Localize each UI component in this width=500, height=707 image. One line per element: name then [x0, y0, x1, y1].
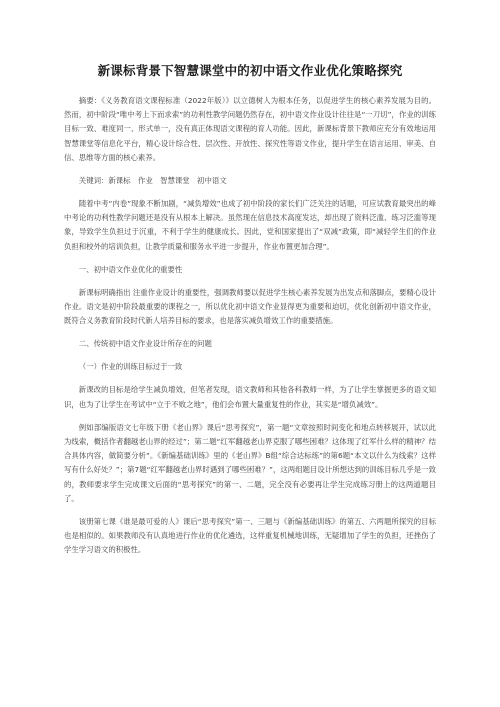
section-heading-1: 一、初中语文作业优化的重要性 — [78, 264, 183, 274]
abstract-paragraph: 摘要：《义务教育语文课程标准（2022年版）》以立德树人为根本任务，以促进学生的核心素养发展为目的。然而，初中阶段“唯中考上下而求索”的功利性教学问题仍然存在，初中语文作业设计往往是“一刀切”，作业的训练目标一致、难度同一、形式单一，没有真正体现语文课程的育人功能。因此，新课标背景下教师应充分有效地运用智慧课堂等信息化平台，精心设计综合性、层次性、开放性、探究性等语文作业，提升学生在语言运用、审美、自信、思维等方面的核心素养。 — [64, 96, 436, 162]
section-2-paragraph-1: 新课改的目标是给学生减负增效，但笔者发现，语文教师和其他各科教师一样，为了让学生掌握更多的语文知识，也为了让学生在考试中“立于不败之地”，他们会布置大量重复性的作业，其实是“增负减效”。 — [64, 385, 436, 409]
keywords-line: 关键词：新课标 作业 智慧课堂 初中语文 — [78, 176, 227, 186]
section-2-paragraph-3: 该册第七课《谁是最可爱的人》课后“思考探究”第一、三题与《新编基础训练》的第五、六两题所探究的目标也是相似的。如果教师没有认真地进行作业的优化遴选，这样重复机械地训练，无疑增加了学生的负担，还挫伤了学生学习语文的积极性。 — [64, 517, 436, 555]
section-2-paragraph-2: 例如部编版语文七年级下册《老山界》课后“思考探究”，第一题“文章按照时间变化和地点转移展开，试以此为线索，概括作者翻越老山界的经过”；第二题“红军翻越老山界克服了哪些困难？这体现了红军什么样的精神？结合具体内容，做简要分析”。《新编基础训练》里的《老山界》B组“综合达标练”的第6题“本文以什么为线索？这样写有什么好处？”；第7题“红军翻越老山界时遇到了哪些困难？”，这两组题目设计所想达到的训练目标几乎是一致的，教师要求学生完成课文后面的“思考探究”的第一、二题，完全没有必要再让学生完成练习册上的这两道题目了。 — [64, 422, 436, 503]
subsection-heading-2-1: （一）作业的训练目标过于一致 — [78, 362, 183, 372]
intro-paragraph: 随着中考“内卷”现象不断加剧，“减负增效”也成了初中阶段的家长们广泛关注的话题，可应试教育最突出的峰中考论的功利性教学问题还是没有从根本上解决。虽然现在信息技术高度发达，却出现了资料泛滥、练习泛滥等现象，导致学生负担过于沉重，不利于学生的健康成长。因此，党和国家提出了“双减”政策，即“减轻学生们的作业负担和校外的培训负担，让教学质量和服务水平进一步提升，作业布置更加合理”。 — [64, 199, 436, 251]
section-heading-2: 二、传统初中语文作业设计所存在的问题 — [78, 339, 212, 349]
section-1-paragraph: 新课标明确指出 注重作业设计的重要性，强调教师要以促进学生核心素养发展为出发点和落脚点，要精心设计作业。语文是初中阶段最重要的课程之一，所以优化初中语文作业显得更为重要和迫切，优化创新初中语文作业，既符合义务教育阶段时代新人培养目标的要求，也是落实减负增效工作的重要措施。 — [64, 287, 436, 326]
page-title: 新课标背景下智慧课堂中的初中语文作业优化策略探究 — [97, 63, 403, 78]
